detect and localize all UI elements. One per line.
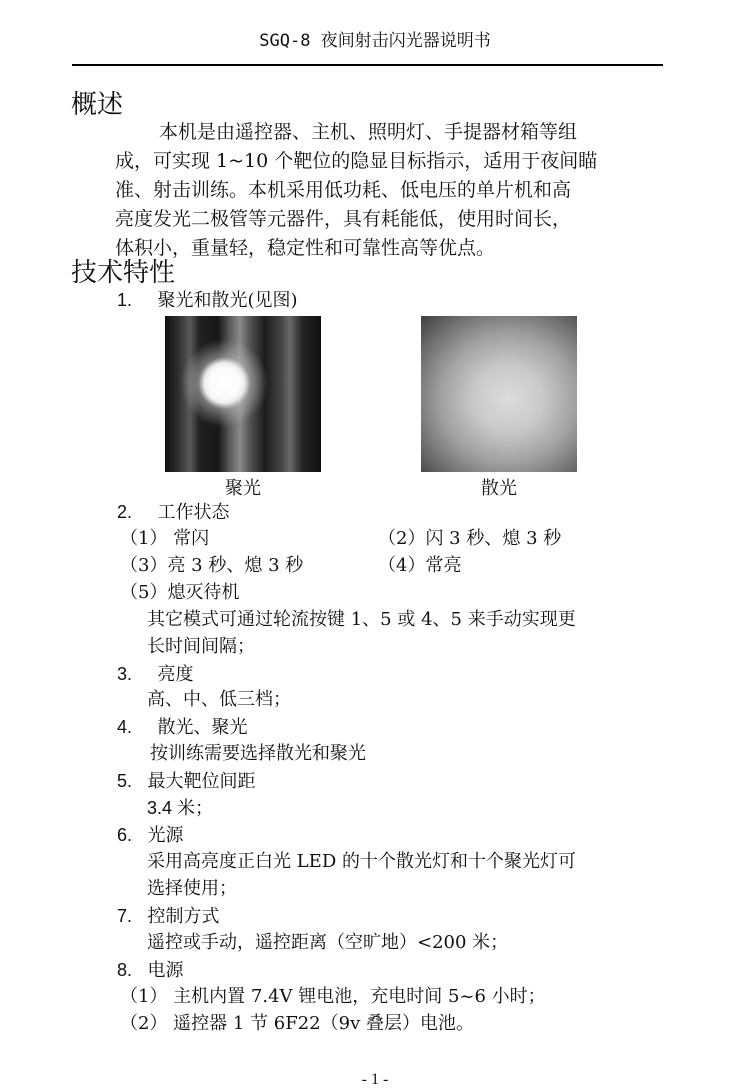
spec-item-1-number: 1. bbox=[117, 290, 133, 310]
spec-item-5-detail: 3.4 米； bbox=[147, 798, 214, 818]
spec-item-1 bbox=[117, 288, 298, 313]
mode-5: （5）熄灭待机 bbox=[120, 582, 240, 603]
spec-item-6-detail-1: 采用高亮度正白光 LED 的十个散光灯和十个聚光灯可 bbox=[147, 851, 576, 872]
overview-paragraph bbox=[115, 118, 665, 263]
specs-heading: 技术特性 bbox=[71, 258, 176, 288]
spec-item-4 bbox=[117, 715, 247, 740]
overview-heading: 概述 bbox=[71, 90, 124, 120]
spec-item-4-detail: 按训练需要选择散光和聚光 bbox=[150, 743, 366, 764]
spec-item-8 bbox=[117, 958, 183, 983]
spec-item-2-text: 工作状态 bbox=[157, 502, 230, 523]
spec-item-3-number: 3. bbox=[117, 664, 133, 684]
mode-note-1: 其它模式可通过轮流按键 1、5 或 4、5 来手动实现更 bbox=[147, 609, 576, 630]
mode-4: （4）常亮 bbox=[378, 555, 462, 576]
mode-note-2: 长时间间隔； bbox=[147, 636, 255, 657]
diffused-light-photo bbox=[421, 316, 577, 472]
spec-item-3-detail: 高、中、低三档； bbox=[147, 689, 291, 710]
overview-line-2: 成，可实现 1~10 个靶位的隐显目标指示，适用于夜间瞄 bbox=[115, 150, 598, 172]
spec-item-6-text: 光源 bbox=[147, 825, 184, 846]
spec-item-5-number: 5. bbox=[117, 771, 133, 791]
overview-line-5: 体积小，重量轻，稳定性和可靠性高等优点。 bbox=[115, 237, 496, 259]
spec-item-7-detail: 遥控或手动，遥控距离（空旷地）<200 米； bbox=[147, 932, 509, 953]
spec-item-6 bbox=[117, 823, 183, 848]
spec-item-3-text: 亮度 bbox=[157, 664, 194, 685]
document-title: SGQ-8 夜间射击闪光器说明书 bbox=[259, 31, 491, 51]
mode-3: （3）亮 3 秒、熄 3 秒 bbox=[120, 555, 304, 576]
spec-item-5 bbox=[117, 769, 255, 794]
header-divider bbox=[72, 64, 663, 66]
spec-item-4-text: 散光、聚光 bbox=[157, 717, 248, 738]
spec-item-6-number: 6. bbox=[117, 825, 133, 845]
focused-caption: 聚光 bbox=[225, 478, 261, 499]
overview-line-3: 准、射击训练。本机采用低功耗、低电压的单片机和高 bbox=[115, 179, 572, 201]
mode-1: （1） 常闪 bbox=[120, 528, 210, 549]
spec-item-5-text: 最大靶位间距 bbox=[147, 771, 256, 792]
spec-item-3 bbox=[117, 662, 193, 687]
spec-item-2-number: 2. bbox=[117, 502, 133, 522]
power-option-2: （2） 遥控器 1 节 6F22（9v 叠层）电池。 bbox=[120, 1013, 474, 1034]
page-number: - 1 - bbox=[361, 1071, 389, 1088]
overview-line-1: 本机是由遥控器、主机、照明灯、手提器材箱等组 bbox=[159, 121, 578, 143]
spec-item-7-number: 7. bbox=[117, 906, 133, 926]
power-option-1: （1） 主机内置 7.4V 锂电池，充电时间 5~6 小时； bbox=[120, 986, 546, 1007]
spec-item-7-text: 控制方式 bbox=[147, 906, 220, 927]
overview-line-4: 亮度发光二极管等元器件，具有耗能低，使用时间长， bbox=[115, 208, 572, 230]
spec-item-8-text: 电源 bbox=[147, 960, 184, 981]
spec-item-6-detail-2: 选择使用； bbox=[147, 878, 237, 899]
spec-item-2 bbox=[117, 500, 229, 525]
spec-item-8-number: 8. bbox=[117, 960, 133, 980]
spec-item-7 bbox=[117, 904, 219, 929]
mode-2: （2）闪 3 秒、熄 3 秒 bbox=[378, 528, 562, 549]
spec-item-4-number: 4. bbox=[117, 717, 133, 737]
spec-item-1-text: 聚光和散光(见图) bbox=[157, 290, 298, 311]
focused-light-photo bbox=[165, 316, 321, 472]
diffused-caption: 散光 bbox=[481, 478, 517, 499]
